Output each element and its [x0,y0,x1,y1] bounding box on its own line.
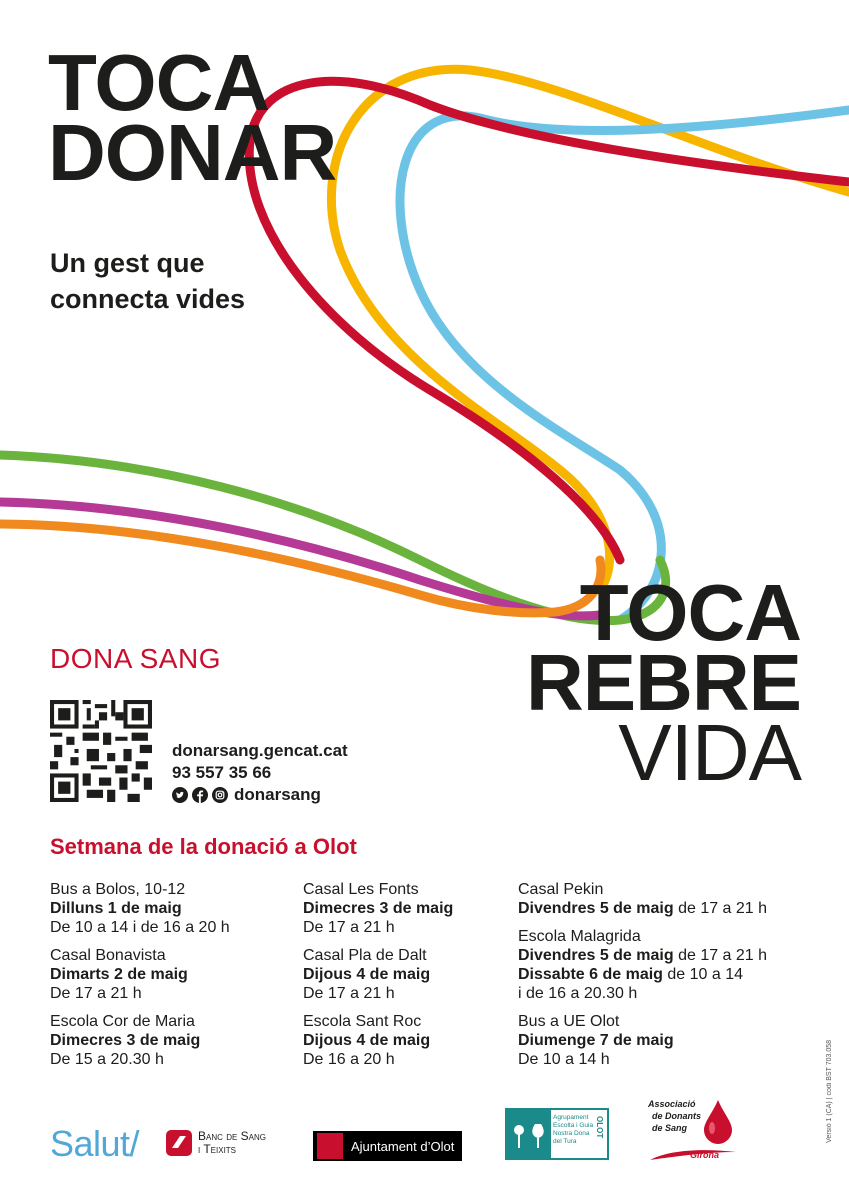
agrupament-line2: Escolta i Guia [553,1122,594,1129]
headline-top-line1: TOCA [48,38,270,127]
associacio-city: Girona [690,1150,720,1160]
headline-bottom [525,568,801,797]
event-place: Escola Cor de Maria [50,1013,195,1030]
agrupament-olot: OLOT [595,1116,605,1139]
agrupament-line1: Agrupament [553,1114,589,1121]
social-handle[interactable]: donarsang [234,785,321,804]
event-item [518,1012,767,1069]
blood-drop-icon [698,1098,738,1146]
banc-line1: Banc de Sang [198,1129,267,1143]
event-hours: De 17 a 21 h [50,985,142,1002]
tagline [50,245,245,317]
event-day-line [518,946,767,965]
event-item [50,1012,230,1069]
banc-line2: i Teixits [198,1142,237,1156]
headline-bottom-line1: TOCA [579,568,801,657]
agrupament-logo [505,1108,609,1160]
olot-seal-icon [317,1133,343,1159]
event-hours: i de 16 a 20.30 h [518,985,638,1002]
event-day: Divendres 5 de maig [518,947,674,964]
event-day: Dissabte 6 de maig [518,966,663,983]
event-hours: De 16 a 20 h [303,1051,395,1068]
instagram-icon[interactable] [212,787,228,803]
agrupament-text [551,1110,595,1158]
event-day: Dimecres 3 de maig [50,1032,201,1049]
event-place: Casal Pekin [518,881,604,898]
banc-de-sang-text [198,1130,266,1156]
headline-bottom-line3: VIDA [618,708,801,797]
event-day: Dimecres 3 de maig [303,900,454,917]
event-item [518,880,767,918]
event-place: Casal Bonavista [50,947,166,964]
headline-top-line2: DONAR [48,108,337,197]
event-day: Dijous 4 de maig [303,966,431,983]
event-day: Dilluns 1 de maig [50,900,182,917]
qr-code[interactable] [50,700,152,802]
event-item [50,946,230,1003]
twitter-icon[interactable] [172,787,188,803]
event-place: Casal Pla de Dalt [303,947,427,964]
phone-number[interactable]: 93 557 35 66 [172,763,272,782]
event-place: Bus a UE Olot [518,1013,620,1030]
blue-ribbon [400,110,849,620]
headline-bottom-line2: REBRE [525,638,801,727]
schedule-column-1 [50,880,230,1078]
event-day: Dimarts 2 de maig [50,966,188,983]
event-place: Escola Sant Roc [303,1013,422,1030]
event-item [50,880,230,937]
event-hours: De 10 a 14 i de 16 a 20 h [50,919,230,936]
associacio-line2: de Donants [652,1111,702,1121]
dona-sang-label: DONA SANG [50,643,221,674]
event-item [303,946,453,1003]
event-hours: de 10 a 14 [662,966,744,983]
section-title: Setmana de la donació a Olot [50,834,357,859]
social-row [172,784,348,806]
schedule-column-3 [518,880,767,1078]
agrupament-line4: del Tura [553,1138,577,1145]
schedule-column-2 [303,880,453,1078]
event-place: Escola Malagrida [518,928,641,945]
contact-block [172,740,348,806]
associacio-line1: Associació [648,1099,696,1109]
tagline-line2: connecta vides [50,284,246,314]
event-item [303,1012,453,1069]
event-place: Bus a Bolos, 10-12 [50,881,186,898]
version-note: Versió 1 (CA) | codi BST 703.058 [826,1040,833,1143]
ajuntament-label: Ajuntament d’Olot [351,1138,455,1154]
event-hours: De 17 a 21 h [303,919,395,936]
event-hours: de 17 a 21 h [673,900,768,917]
event-hours: De 15 a 20.30 h [50,1051,164,1068]
headline-top [48,38,337,197]
event-day: Dijous 4 de maig [303,1032,431,1049]
event-day-line [518,899,767,918]
event-hours: De 10 a 14 h [518,1051,610,1068]
event-day: Divendres 5 de maig [518,900,674,917]
event-hours: de 17 a 21 h [673,947,768,964]
banc-de-sang-logo [166,1130,266,1156]
event-day-line [518,965,767,984]
tagline-line1: Un gest que [50,248,205,278]
ajuntament-olot-logo [313,1131,462,1161]
event-item [303,880,453,937]
blood-drop-icon [166,1130,192,1156]
event-item [518,927,767,1003]
associacio-line3: de Sang [652,1123,688,1133]
agrupament-line3: Nostra Dona [553,1130,590,1137]
fleur-de-lis-icon [507,1110,551,1158]
event-hours: De 17 a 21 h [303,985,395,1002]
salut-logo: Salut/ [50,1123,140,1164]
facebook-icon[interactable] [192,787,208,803]
event-day: Diumenge 7 de maig [518,1032,674,1049]
event-place: Casal Les Fonts [303,881,419,898]
website-link[interactable]: donarsang.gencat.cat [172,741,348,760]
associacio-donants-logo [648,1098,738,1168]
